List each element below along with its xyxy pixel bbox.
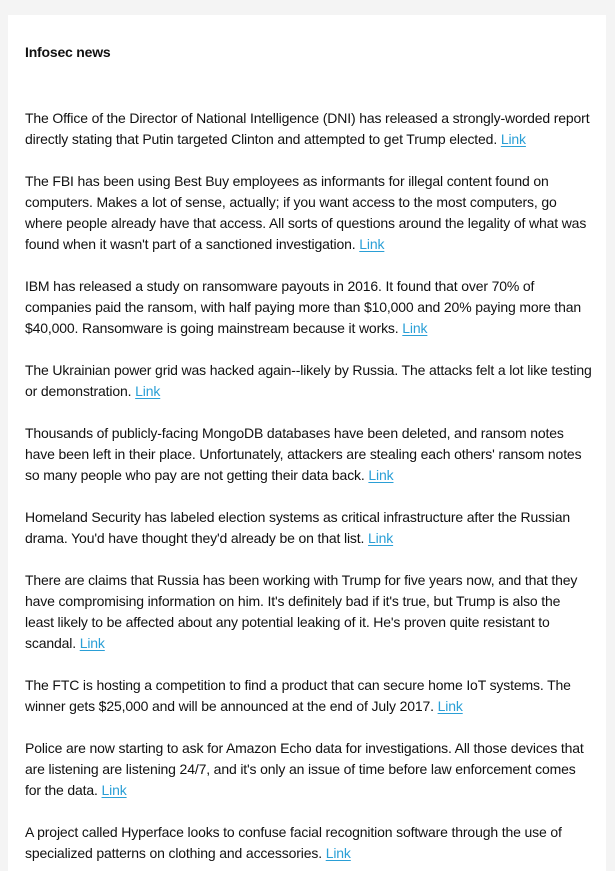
news-item-9 <box>25 738 592 801</box>
news-text: There are claims that Russia has been working with Trump for five years now, and that they have compromising information on him. It's definitely bad if it's true, but Trump is also the least likely to be affected about any potential leaking of it. He's proven quite resistant to scandal. <box>25 572 578 651</box>
news-text: Thousands of publicly-facing MongoDB databases have been deleted, and ransom notes have been left in their place. Unfortunately, attackers are stealing each others' ransom notes so many people who pay are not getting their data back. <box>25 425 582 483</box>
content-panel <box>8 15 606 871</box>
news-link[interactable]: Link <box>368 530 394 546</box>
news-item-8 <box>25 675 592 717</box>
news-text: IBM has released a study on ransomware payouts in 2016. It found that over 70% of companies paid the ransom, with half paying more than $10,000 and 20% paying more than $40,000. Ransomware is going mainstream because it works. <box>25 278 582 336</box>
section-title: Infosec news <box>25 44 111 60</box>
news-item-6 <box>25 507 592 549</box>
news-text: The FBI has been using Best Buy employees as informants for illegal content found on computers. Makes a lot of sense, actually; if you want access to the most computers, go where people already have that access. All sorts of questions around the legality of what was found when it wasn't part of a sanctioned investigation. <box>25 173 587 252</box>
news-item-5 <box>25 423 592 486</box>
news-text: The Office of the Director of National Intelligence (DNI) has released a strongly-worded report directly stating that Putin targeted Clinton and attempted to get Trump elected. <box>25 110 590 147</box>
news-link[interactable]: Link <box>135 383 161 399</box>
news-item-1 <box>25 108 592 150</box>
news-text: The FTC is hosting a competition to find a product that can secure home IoT systems. The winner gets $25,000 and will be announced at the end of July 2017. <box>25 677 571 714</box>
news-item-7 <box>25 570 592 654</box>
news-link[interactable]: Link <box>437 698 463 714</box>
news-link[interactable]: Link <box>368 467 394 483</box>
news-item-10 <box>25 822 592 864</box>
news-link[interactable]: Link <box>325 845 351 861</box>
news-link[interactable]: Link <box>500 131 526 147</box>
news-text: Police are now starting to ask for Amazon Echo data for investigations. All those devices that are listening are listening 24/7, and it's only an issue of time before law enforcement comes for the data. <box>25 740 584 798</box>
news-link[interactable]: Link <box>359 236 385 252</box>
news-item-4 <box>25 360 592 402</box>
news-item-2 <box>25 171 592 255</box>
news-list <box>25 108 592 871</box>
news-text: A project called Hyperface looks to confuse facial recognition software through the use of specialized patterns on clothing and accessories. <box>25 824 562 861</box>
news-link[interactable]: Link <box>402 320 428 336</box>
news-link[interactable]: Link <box>79 635 105 651</box>
news-link[interactable]: Link <box>101 782 127 798</box>
news-item-3 <box>25 276 592 339</box>
news-text: Homeland Security has labeled election systems as critical infrastructure after the Russian drama. You'd have thought they'd already be on that list. <box>25 509 571 546</box>
news-text: The Ukrainian power grid was hacked again--likely by Russia. The attacks felt a lot like testing or demonstration. <box>25 362 592 399</box>
